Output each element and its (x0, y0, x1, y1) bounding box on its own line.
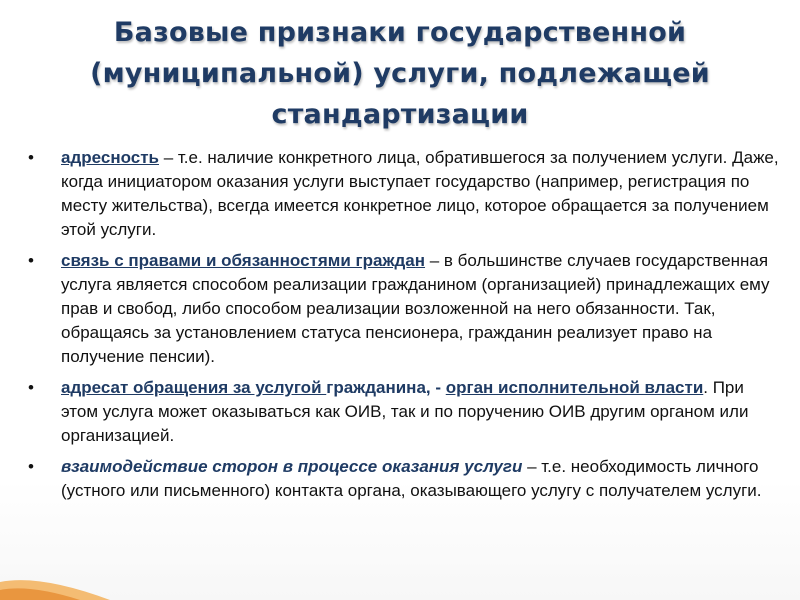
bullet-text: – т.е. необходимость личного (устного или письменного) контакта органа, оказывающего услугу с получателем услуги. (61, 457, 762, 500)
bullet-dot-icon: • (28, 457, 34, 476)
bullet-dot-icon: • (28, 148, 34, 167)
bullet-term-secondary: орган исполнительной власти (445, 378, 704, 397)
slide-title: Базовые признаки государственной (муниципальной) услуги, подлежащей стандартизации (90, 17, 710, 130)
bullet-term: связь с правами и обязанностями граждан (61, 251, 426, 270)
bullet-text: . При этом услуга может оказываться как ОИВ, так и по поручению ОИВ другим органом или организацией. (61, 378, 749, 445)
bullet-term: взаимодействие сторон в процессе оказания услуги (61, 457, 523, 476)
bullet-text: – в большинстве случаев государственная услуга является способом реализации гражданином (организацией) принадлежащих ему прав и свобод, либо способом реализации возложенной на него обязанности. Так, обращаясь за установлением статуса пенсионера, гражданин реализует право на получение пенсии). (61, 251, 770, 366)
bullet-list (28, 146, 780, 510)
bullet-item-interaction (28, 455, 780, 503)
bullet-dot-icon: • (28, 378, 34, 397)
corner-decoration (0, 570, 110, 600)
bullet-item-addressability (28, 146, 780, 242)
bullet-item-rights-link (28, 249, 780, 369)
bullet-text: – т.е. наличие конкретного лица, обратившегося за получением услуги. Даже, когда инициатором оказания услуги выступает государство (например, регистрация по месту жительства), всегда имеется конкретное лицо, которое обращается за получением этой услуги. (61, 148, 779, 239)
bullet-mid-text: гражданина, - (326, 378, 446, 397)
bullet-term: адресность (61, 148, 159, 167)
bullet-item-addressee (28, 376, 780, 448)
bullet-term: адресат обращения за услугой (61, 378, 327, 397)
bullet-dot-icon: • (28, 251, 34, 270)
